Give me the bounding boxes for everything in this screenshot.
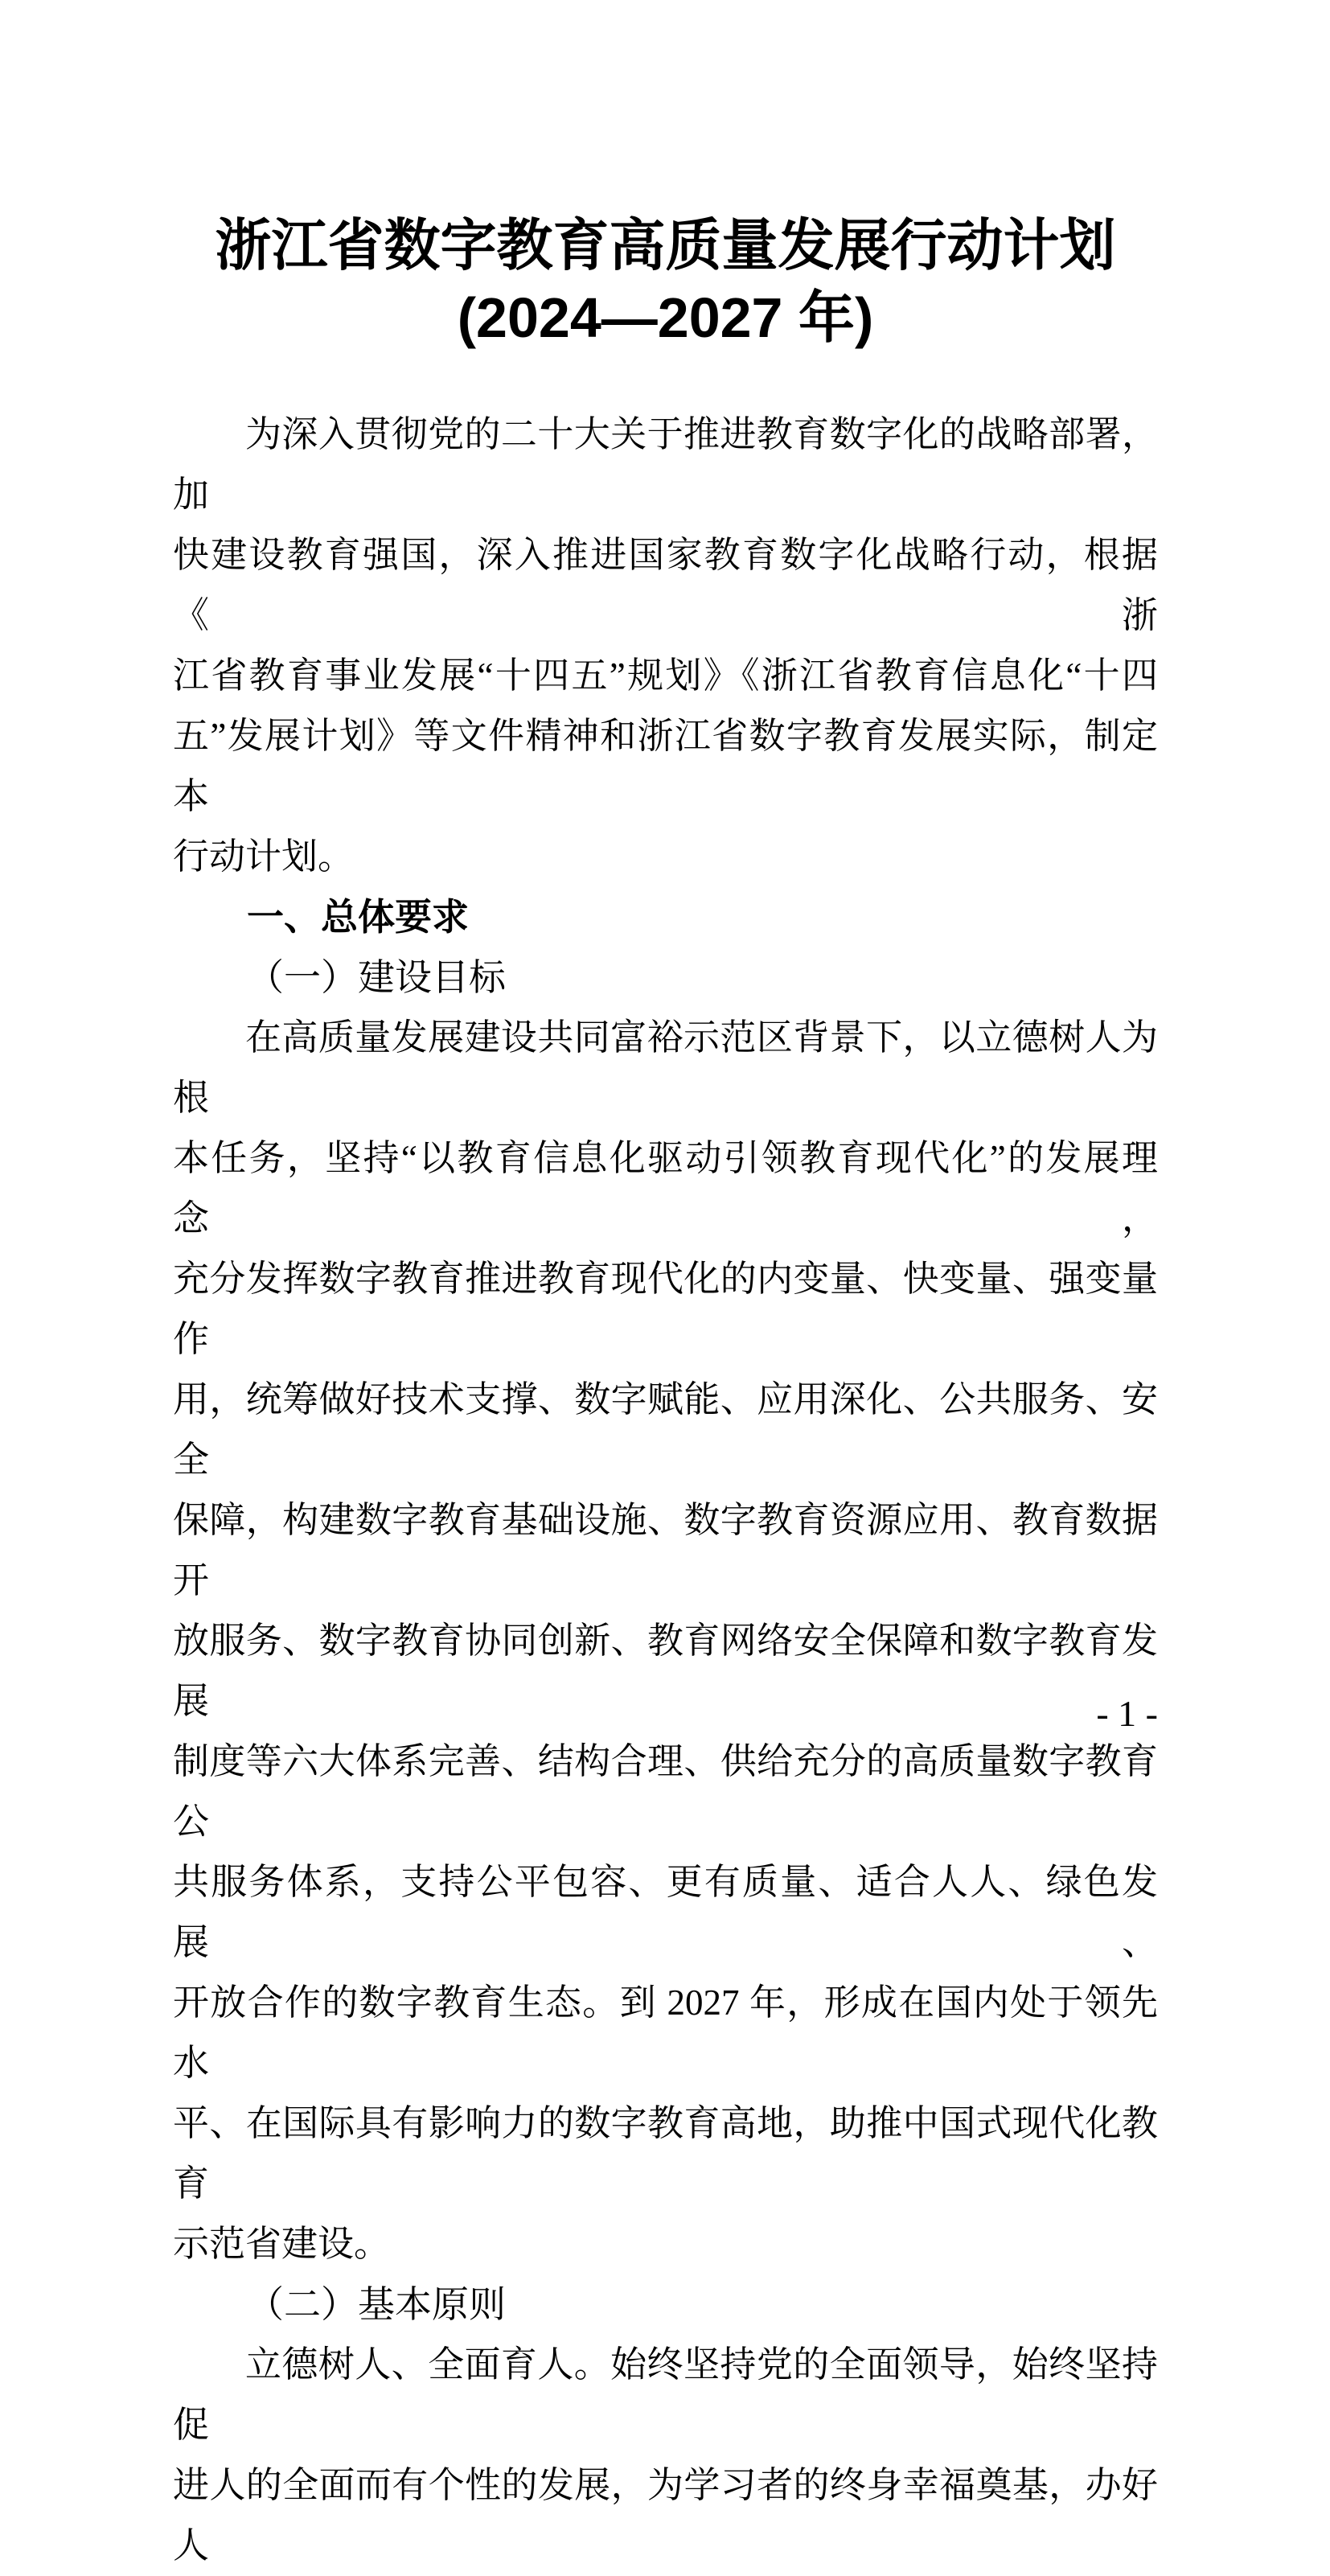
document-title — [173, 209, 1158, 354]
heading2 — [173, 2274, 1158, 2335]
paragraph-line: 立德树人、全面育人。始终坚持党的全面领导，始终坚持促 — [173, 2344, 1158, 2445]
heading2-line: （一）建设目标 — [247, 957, 506, 998]
paragraph-line: 示范省建设。 — [173, 2224, 391, 2264]
paragraph-line: 行动计划。 — [173, 836, 355, 877]
paragraph-line: 保障，构建数字教育基础设施、数字教育资源应用、教育数据开 — [173, 1500, 1158, 1600]
title-line-2: (2024—2027 年) — [457, 286, 874, 349]
paragraph-line: 开放合作的数字教育生态。到 2027 年，形成在国内处于领先水 — [173, 1982, 1158, 2083]
paragraph — [173, 1008, 1158, 2274]
paragraph-line: 江省教育事业发展“十四五”规划》《浙江省教育信息化“十四 — [173, 655, 1158, 696]
title-line-1: 浙江省数字教育高质量发展行动计划 — [215, 214, 1116, 277]
paragraph-line: 放服务、数字教育协同创新、教育网络安全保障和数字教育发展 — [173, 1621, 1158, 1721]
paragraph — [173, 2335, 1158, 2576]
paragraph-line: 充分发挥数字教育推进教育现代化的内变量、快变量、强变量作 — [173, 1259, 1158, 1359]
paragraph-line: 进人的全面而有个性的发展，为学习者的终身幸福奠基，办好人 — [173, 2465, 1158, 2566]
heading1 — [173, 887, 1158, 947]
page-number: - 1 - — [1096, 1693, 1158, 1734]
paragraph-line: 共服务体系，支持公平包容、更有质量、适合人人、绿色发展、 — [173, 1862, 1158, 1962]
paragraph-line: 平、在国际具有影响力的数字教育高地，助推中国式现代化教育 — [173, 2103, 1158, 2204]
paragraph-line: 用，统筹做好技术支撑、数字赋能、应用深化、公共服务、安全 — [173, 1379, 1158, 1480]
paragraph-line: 五”发展计划》等文件精神和浙江省数字教育发展实际，制定本 — [173, 716, 1158, 816]
heading1-line: 一、总体要求 — [247, 896, 469, 938]
document-body — [173, 405, 1158, 2576]
paragraph-line: 本任务，坚持“以教育信息化驱动引领教育现代化”的发展理念， — [173, 1138, 1158, 1239]
paragraph-line: 制度等六大体系完善、结构合理、供给充分的高质量数字教育公 — [173, 1741, 1158, 1842]
paragraph-line: 为深入贯彻党的二十大关于推进教育数字化的战略部署，加 — [173, 414, 1158, 515]
paragraph-line: 快建设教育强国，深入推进国家教育数字化战略行动，根据《浙 — [173, 535, 1158, 635]
heading2 — [173, 947, 1158, 1008]
heading2-line: （二）基本原则 — [247, 2284, 506, 2325]
paragraph — [173, 405, 1158, 887]
paragraph-line: 在高质量发展建设共同富裕示范区背景下，以立德树人为根 — [173, 1017, 1158, 1118]
